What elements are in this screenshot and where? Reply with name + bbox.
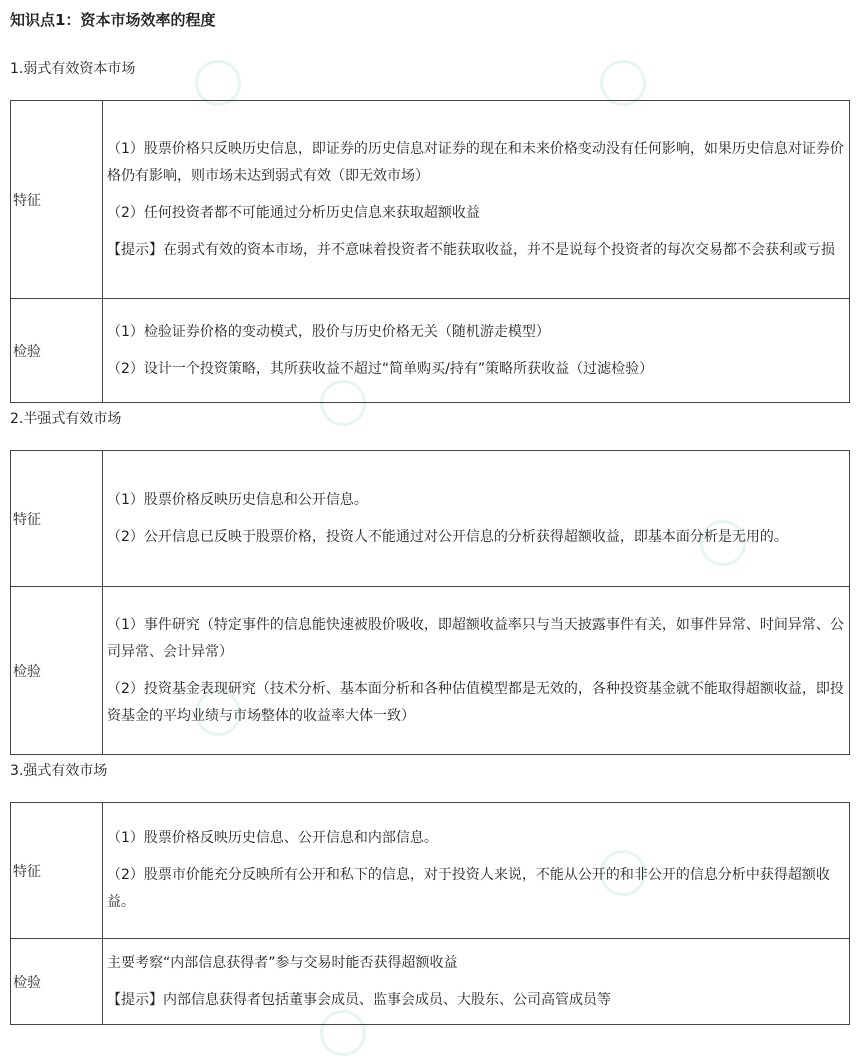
section-heading-semi-strong: 2.半强式有效市场 [10, 411, 122, 427]
table-row [11, 451, 850, 587]
weak-form-table [10, 100, 850, 403]
strong-form-table [10, 802, 850, 1025]
row-label: 检验 [11, 587, 103, 755]
row-content [103, 101, 850, 299]
paragraph: （2）任何投资者都不可能通过分析历史信息来获取超额收益 [107, 204, 480, 221]
table-row [11, 299, 850, 403]
paragraph: （2）投资基金表现研究（技术分析、基本面分析和各种估值模型都是无效的，各种投资基金就不能取得超额收益，即投资基金的平均业绩与市场整体的收益率大体一致） [107, 680, 844, 724]
table-row [11, 587, 850, 755]
paragraph: 【提示】在弱式有效的资本市场，并不意味着投资者不能获取收益，并不是说每个投资者的每次交易都不会获利或亏损 [107, 241, 835, 258]
paragraph: （2）公开信息已反映于股票价格，投资人不能通过对公开信息的分析获得超额收益，即基本面分析是无用的。 [107, 528, 788, 545]
paragraph: 【提示】内部信息获得者包括董事会成员、监事会成员、大股东、公司高管成员等 [107, 991, 611, 1008]
section-heading-weak: 1.弱式有效资本市场 [10, 61, 136, 77]
row-label: 检验 [11, 939, 103, 1025]
row-content [103, 803, 850, 939]
page-title: 知识点1：资本市场效率的程度 [10, 11, 216, 29]
section-heading-strong: 3.强式有效市场 [10, 763, 108, 779]
paragraph: （1）股票价格只反映历史信息，即证券的历史信息对证券的现在和未来价格变动没有任何影响，如果历史信息对证券价格仍有影响，则市场未达到弱式有效（即无效市场） [107, 140, 844, 184]
row-content [103, 299, 850, 403]
semi-strong-table [10, 450, 850, 755]
table-row [11, 939, 850, 1025]
row-label: 特征 [11, 803, 103, 939]
row-content [103, 939, 850, 1025]
paragraph: （1）检验证券价格的变动模式，股价与历史价格无关（随机游走模型） [107, 323, 550, 340]
table-row [11, 101, 850, 299]
table-row [11, 803, 850, 939]
paragraph: （2）设计一个投资策略，其所获收益不超过“简单购买/持有”策略所获收益（过滤检验） [107, 360, 654, 377]
paragraph: （1）股票价格反映历史信息、公开信息和内部信息。 [107, 830, 438, 846]
paragraph: （2）股票市价能充分反映所有公开和私下的信息，对于投资人来说，不能从公开的和非公开的信息分析中获得超额收益。 [107, 867, 830, 910]
row-label: 特征 [11, 451, 103, 587]
paragraph: 主要考察“内部信息获得者”参与交易时能否获得超额收益 [107, 954, 458, 971]
row-content [103, 587, 850, 755]
row-label: 特征 [11, 101, 103, 299]
row-content [103, 451, 850, 587]
row-label: 检验 [11, 299, 103, 403]
paragraph: （1）事件研究（特定事件的信息能快速被股价吸收，即超额收益率只与当天披露事件有关，如事件异常、时间异常、公司异常、会计异常） [107, 616, 844, 660]
paragraph: （1）股票价格反映历史信息和公开信息。 [107, 491, 368, 508]
